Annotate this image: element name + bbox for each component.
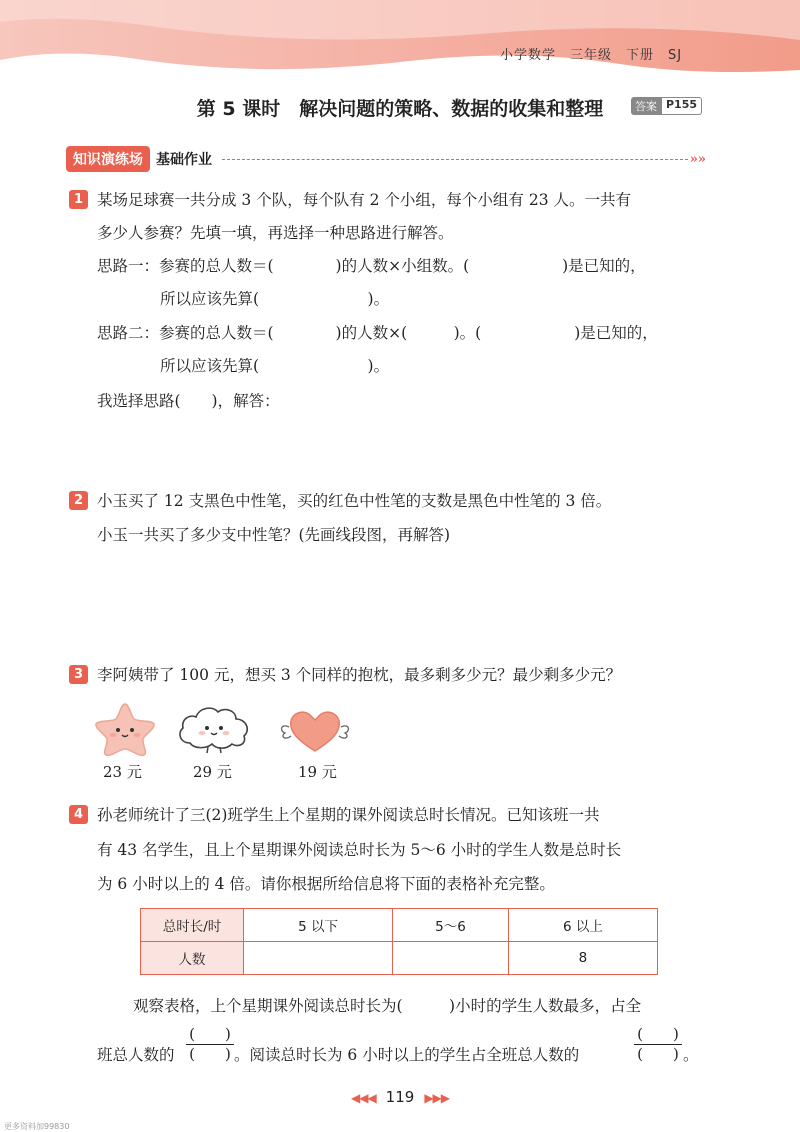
q4-line-1: 孙老师统计了三(2)班学生上个星期的课外阅读总时长情况。已知该班一共 bbox=[97, 806, 600, 824]
fraction-blank-2[interactable] bbox=[634, 1026, 682, 1063]
section-label: 知识演练场 bbox=[66, 146, 150, 172]
q4-observe-1: 观察表格，上个星期课外阅读总时长为( )小时的学生人数最多，占全 bbox=[133, 997, 642, 1015]
answer-label: 答案 bbox=[631, 97, 661, 115]
star-pillow-icon bbox=[92, 700, 158, 758]
q4-observe-2b: 。阅读总时长为 6 小时以上的学生占全班总人数的 bbox=[234, 1046, 580, 1064]
section-subtitle: 基础作业 bbox=[156, 152, 212, 168]
q2-line-2: 小玉一共买了多少支中性笔？(先画线段图，再解答) bbox=[97, 526, 451, 544]
table-header-cell: 5 以下 bbox=[244, 909, 393, 942]
page-footer bbox=[0, 1088, 800, 1106]
page-number: 119 bbox=[385, 1088, 415, 1106]
table-row bbox=[141, 942, 658, 975]
q4-observe-2c: 。 bbox=[683, 1046, 699, 1064]
table-header-row bbox=[141, 909, 658, 942]
table-row-label: 人数 bbox=[141, 942, 244, 975]
table-header-cell: 6 以上 bbox=[508, 909, 657, 942]
right-arrows-icon: ▶▶▶ bbox=[424, 1091, 449, 1105]
q1-line-2: 多少人参赛？先填一填，再选择一种思路进行解答。 bbox=[97, 224, 454, 242]
price-cloud: 29 元 bbox=[193, 763, 232, 781]
table-cell: 8 bbox=[508, 942, 657, 975]
q1-idea-2: 思路二：参赛的总人数＝( )的人数×( )。( )是已知的， bbox=[97, 324, 658, 342]
q4-observe-2a: 班总人数的 bbox=[97, 1046, 175, 1064]
table-cell-blank[interactable] bbox=[244, 942, 393, 975]
q3-line-1: 李阿姨带了 100 元，想买 3 个同样的抱枕，最多剩多少元？最少剩多少元？ bbox=[97, 666, 622, 684]
section-divider bbox=[222, 159, 688, 160]
fraction-numerator: ( ) bbox=[189, 1025, 231, 1043]
q4-line-3: 为 6 小时以上的 4 倍。请你根据所给信息将下面的表格补充完整。 bbox=[97, 875, 555, 893]
fraction-numerator: ( ) bbox=[637, 1025, 679, 1043]
lesson-title: 第 5 课时 解决问题的策略、数据的收集和整理 bbox=[196, 98, 604, 120]
question-number-1: 1 bbox=[69, 190, 88, 209]
question-number-4: 4 bbox=[69, 805, 88, 824]
table-header-cell: 总时长/时 bbox=[141, 909, 244, 942]
book-info bbox=[500, 44, 790, 63]
q1-line-1: 某场足球赛一共分成 3 个队，每个队有 2 个小组，每个小组有 23 人。一共有 bbox=[97, 191, 632, 209]
q4-line-2: 有 43 名学生，且上个星期课外阅读总时长为 5～6 小时的学生人数是总时长 bbox=[97, 841, 622, 859]
fraction-denominator: ( ) bbox=[189, 1045, 231, 1063]
volume: 下册 bbox=[626, 48, 655, 63]
price-star: 23 元 bbox=[103, 763, 142, 781]
table-cell-blank[interactable] bbox=[393, 942, 509, 975]
subject: 小学数学 bbox=[500, 48, 557, 63]
q1-idea-1: 思路一：参赛的总人数＝( )的人数×小组数。( )是已知的， bbox=[97, 257, 646, 275]
price-heart: 19 元 bbox=[298, 763, 337, 781]
answer-page-tag bbox=[631, 97, 702, 115]
cloud-pillow-icon bbox=[174, 703, 254, 755]
header-banner bbox=[0, 0, 800, 78]
left-arrows-icon: ◀◀◀ bbox=[350, 1091, 376, 1105]
heart-pillow-icon bbox=[279, 705, 351, 755]
q2-line-1: 小玉买了 12 支黑色中性笔，买的红色中性笔的支数是黑色中性笔的 3 倍。 bbox=[97, 492, 612, 510]
question-number-3: 3 bbox=[69, 665, 88, 684]
q1-choose: 我选择思路( )，解答： bbox=[97, 392, 280, 410]
fraction-blank-1[interactable] bbox=[186, 1026, 234, 1063]
question-number-2: 2 bbox=[69, 491, 88, 510]
edition: SJ bbox=[668, 48, 683, 63]
answer-page: P155 bbox=[661, 97, 702, 115]
q1-idea-2-first: 所以应该先算( )。 bbox=[160, 357, 390, 375]
reading-time-table bbox=[140, 908, 658, 975]
watermark: 更多资料加99830 bbox=[4, 1122, 70, 1131]
grade: 三年级 bbox=[570, 48, 613, 63]
table-header-cell: 5～6 bbox=[393, 909, 509, 942]
q1-idea-1-first: 所以应该先算( )。 bbox=[160, 290, 390, 308]
fraction-denominator: ( ) bbox=[637, 1045, 679, 1063]
section-header bbox=[66, 146, 706, 172]
double-chevron-icon: »» bbox=[689, 151, 706, 167]
